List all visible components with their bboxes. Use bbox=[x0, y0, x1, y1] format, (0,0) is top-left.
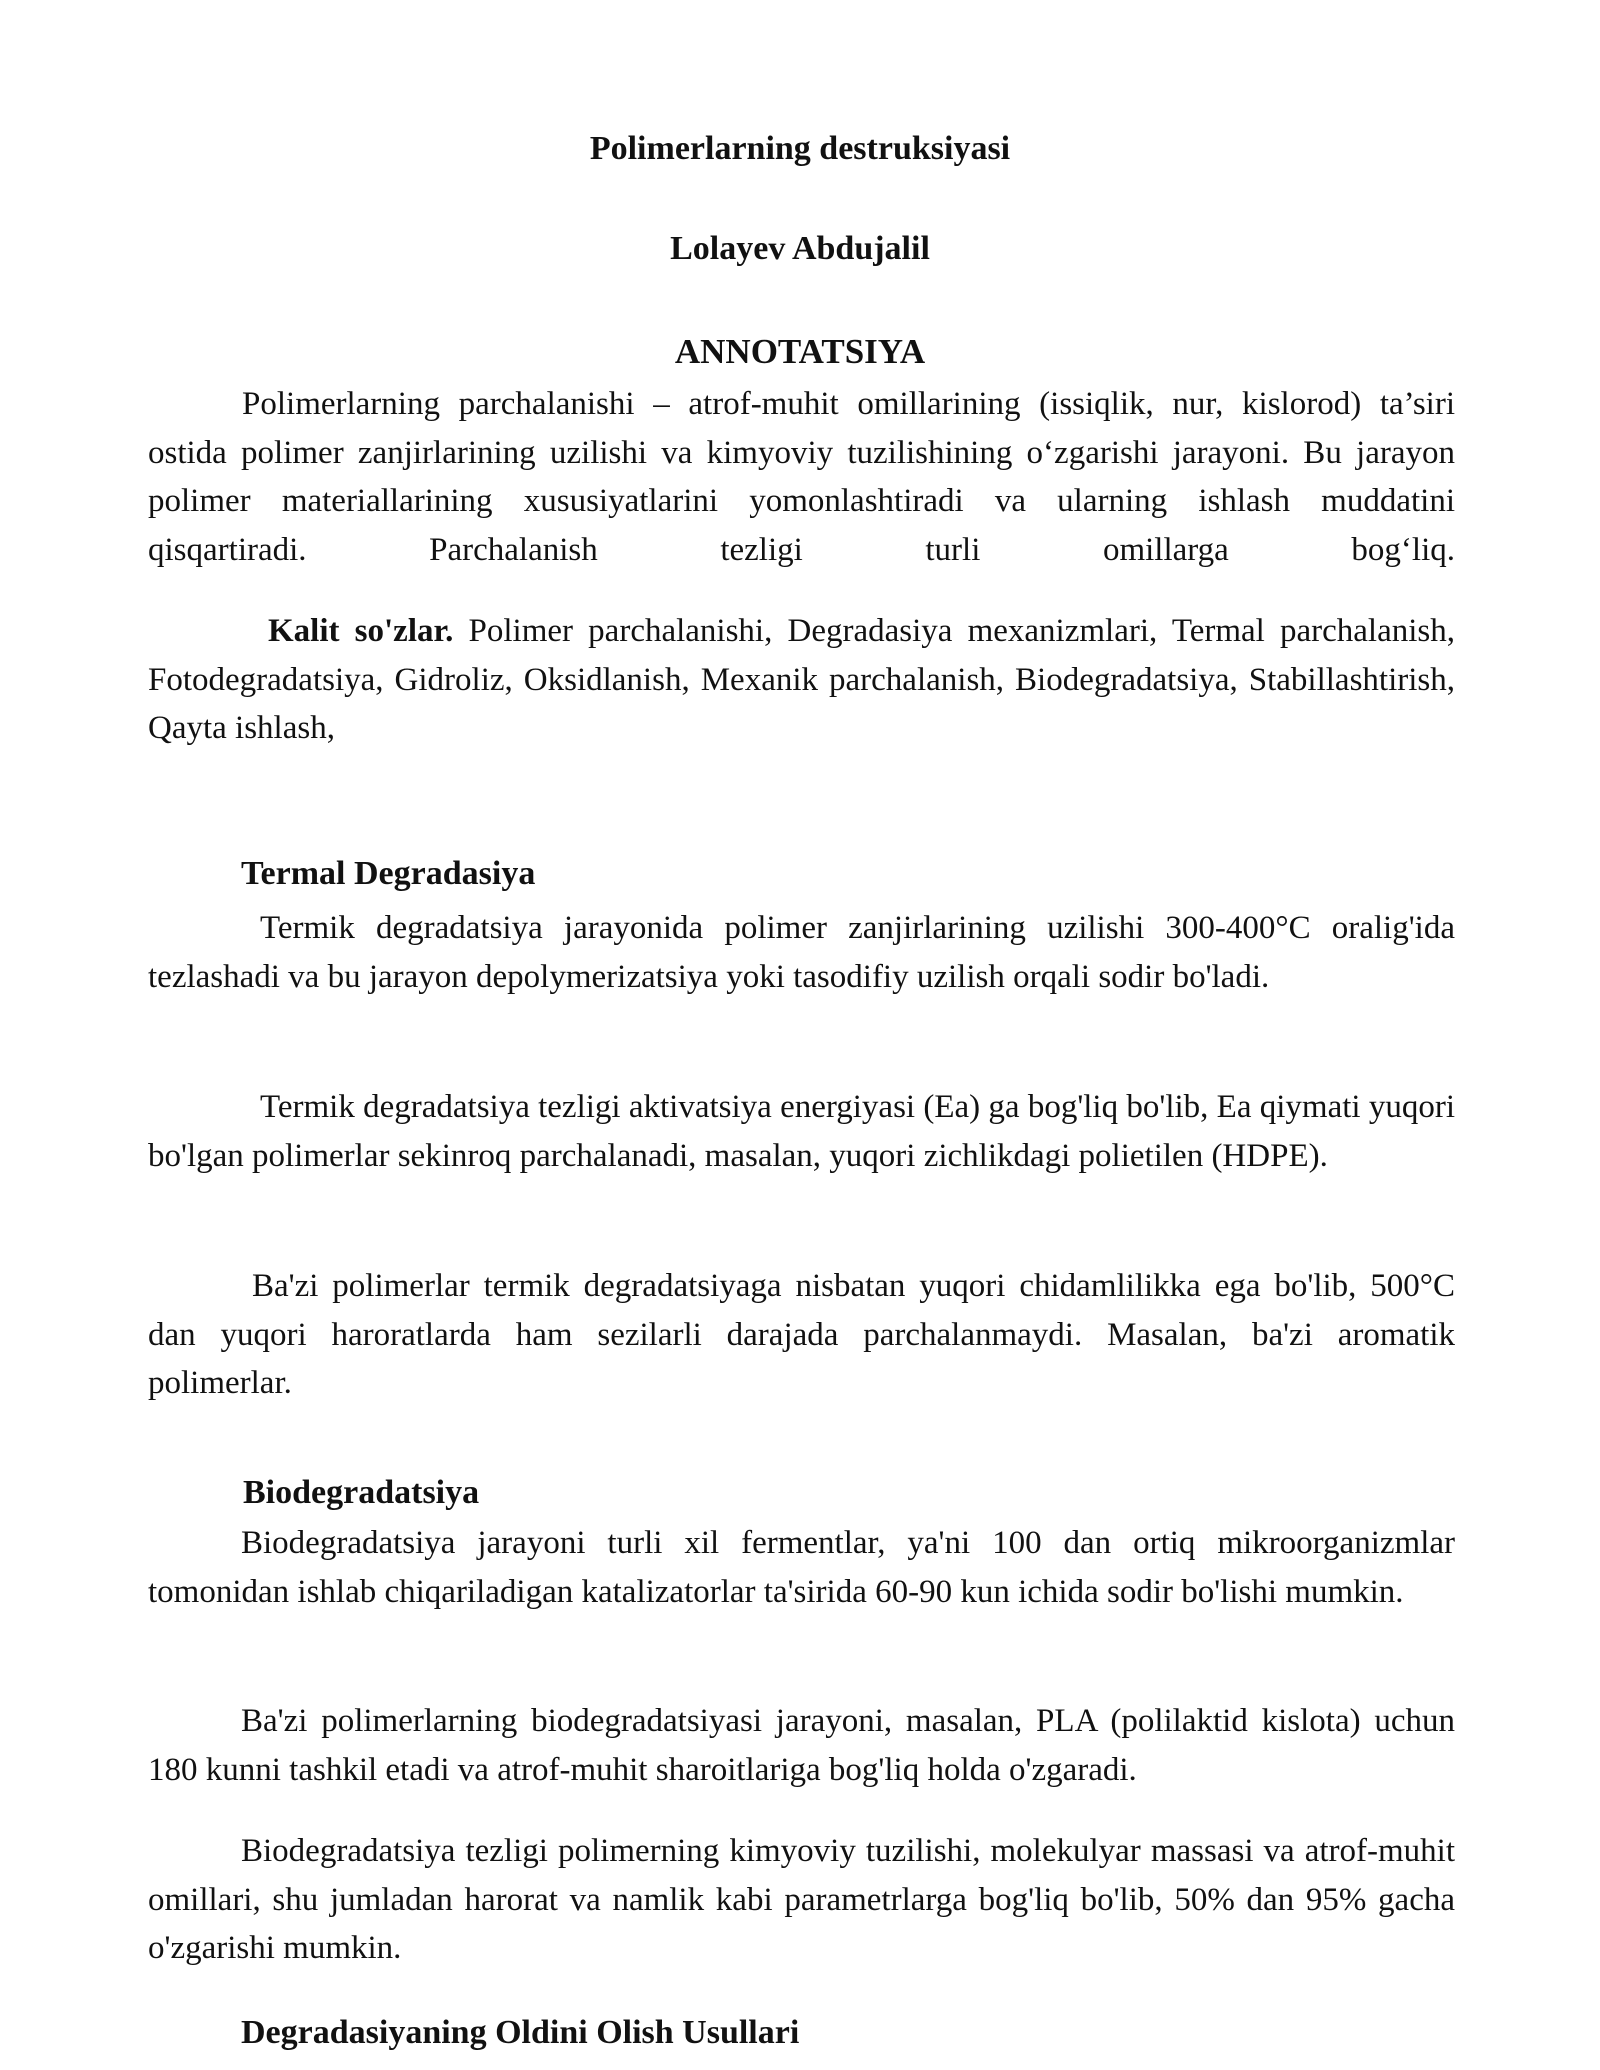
termal-paragraph-2: Termik degradatsiya tezligi aktivatsiya energiyasi (Ea) ga bog'liq bo'lib, Ea qiymati yuqori bo'lgan polimerlar sekinroq parchalanadi, masalan, yuqori zichlikdagi polietilen (HDPE). bbox=[148, 1089, 1455, 1174]
termal-paragraph-3: Ba'zi polimerlar termik degradatsiyaga nisbatan yuqori chidamlilikka ega bo'lib, 500°C dan yuqori haroratlarda ham sezilarli darajada parchalanmaydi. Masalan, ba'zi aromatik polimerlar. bbox=[148, 1268, 1455, 1401]
section-heading-oldini-olish: Degradasiyaning Oldini Olish Usullari bbox=[241, 2014, 800, 2051]
keywords-paragraph bbox=[148, 607, 1455, 753]
keywords-label: Kalit so'zlar. bbox=[268, 613, 454, 649]
section-heading-termal: Termal Degradasiya bbox=[241, 855, 536, 892]
termal-paragraph-1: Termik degradatsiya jarayonida polimer zanjirlarining uzilishi 300-400°C oralig'ida tezlashadi va bu jarayon depolymerizatsiya yoki tasodifiy uzilish orqali sodir bo'ladi. bbox=[148, 910, 1455, 995]
author-name: Lolayev Abdujalil bbox=[670, 230, 930, 267]
annotation-paragraph: Polimerlarning parchalanishi – atrof-muhit omillarining (issiqlik, nur, kislorod) ta’siri ostida polimer zanjirlarining uzilishi va kimyoviy tuzilishining o‘zgarishi jarayoni. Bu jarayon polimer materiallarining xususiyatlarini yomonlashtiradi va ularning ishlash muddatini qisqartiradi. Parchalanish tezligi turli omillarga bog‘liq. bbox=[148, 386, 1455, 568]
annotation-heading: ANNOTATSIYA bbox=[674, 332, 926, 371]
keywords-list: Polimer parchalanishi, Degradasiya mexanizmlari, Termal parchalanish, Fotodegradatsiya, Gidroliz, Oksidlanish, Mexanik parchalanish, Biodegradatsiya, Stabillashtirish, Qayta ishlash, bbox=[148, 613, 1455, 746]
document-title: Polimerlarning destruksiyasi bbox=[589, 130, 1011, 167]
section-heading-biodegradatsiya: Biodegradatsiya bbox=[243, 1474, 480, 1511]
bio-paragraph-2: Ba'zi polimerlarning biodegradatsiyasi jarayoni, masalan, PLA (polilaktid kislota) uchun 180 kunni tashkil etadi va atrof-muhit sharoitlariga bog'liq holda o'zgaradi. bbox=[148, 1703, 1455, 1788]
bio-paragraph-3: Biodegradatsiya tezligi polimerning kimyoviy tuzilishi, molekulyar massasi va atrof-muhit omillari, shu jumladan harorat va namlik kabi parametrlarga bog'liq bo'lib, 50% dan 95% gacha o'zgarishi mumkin. bbox=[148, 1833, 1455, 1966]
bio-paragraph-1: Biodegradatsiya jarayoni turli xil fermentlar, ya'ni 100 dan ortiq mikroorganizmlar tomonidan ishlab chiqariladigan katalizatorlar ta'sirida 60-90 kun ichida sodir bo'lishi mumkin. bbox=[148, 1525, 1455, 1610]
